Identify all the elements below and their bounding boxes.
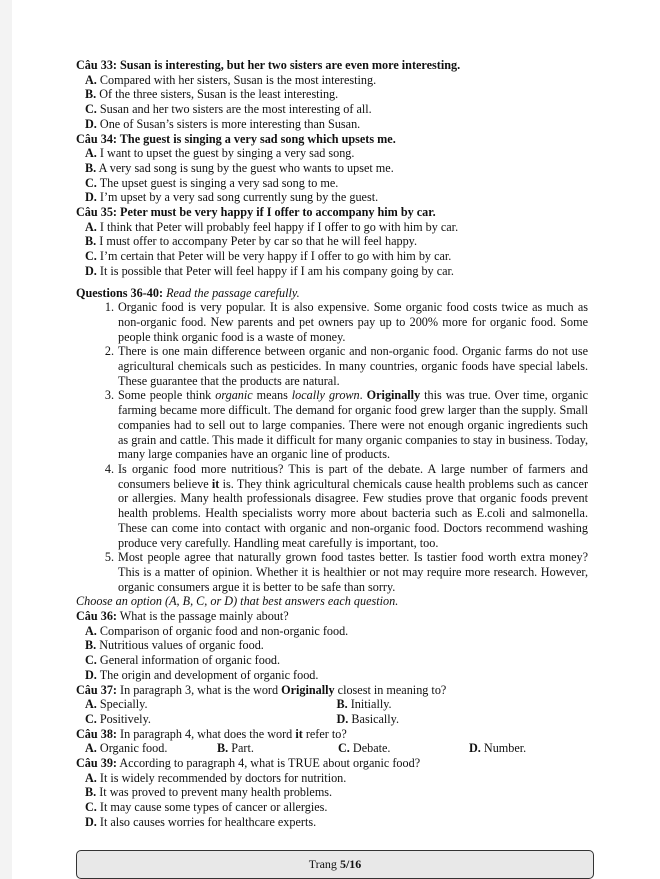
- bold-term: Originally: [366, 388, 421, 403]
- question-text: Susan is interesting, but her two sisters are even more interesting.: [120, 58, 461, 72]
- choose-instruction: [76, 594, 588, 609]
- option-letter: C.: [85, 711, 97, 726]
- option-c: [76, 249, 588, 264]
- question-stem: [76, 683, 588, 698]
- bold-term: it: [295, 726, 303, 741]
- paragraph-number: 3.: [104, 388, 114, 403]
- question-text: The guest is singing a very sad song which upsets me.: [119, 131, 396, 146]
- question-stem: [76, 58, 588, 73]
- option-text: It also causes worries for healthcare experts.: [99, 814, 317, 829]
- option-b: [76, 161, 588, 176]
- options-row: [76, 697, 588, 712]
- option-text: It was proved to prevent many health problems.: [99, 785, 333, 800]
- option-d: [337, 712, 589, 727]
- option-a: [76, 73, 588, 88]
- option-d: [469, 741, 526, 756]
- option-text: One of Susan’s sisters is more interesting than Susan.: [99, 116, 361, 131]
- question-stem: [76, 205, 588, 220]
- paragraph-3: [76, 388, 588, 462]
- question-stem: [76, 132, 588, 147]
- option-letter: C.: [85, 175, 97, 190]
- option-d: [76, 668, 588, 683]
- option-letter: C.: [85, 800, 97, 815]
- option-b: [337, 697, 589, 712]
- option-text: Part.: [231, 741, 254, 756]
- question-39: [76, 756, 588, 830]
- option-text: The origin and development of organic food.: [99, 667, 319, 682]
- paragraph-text: Organic food is very popular. It is also expensive. Some organic food costs twice as much as non-organic food. New parents and pet owners pay up to 200% more for organic food. Some people think organic food is a waste of money.: [118, 300, 588, 344]
- option-text: It is possible that Peter will feel happy if I am his company going by car.: [99, 263, 454, 278]
- option-c: [76, 102, 588, 117]
- question-33: [76, 58, 588, 132]
- option-c: [338, 741, 469, 756]
- question-label: Câu 37:: [76, 682, 117, 697]
- option-text: I’m upset by a very sad song currently sung by the guest.: [99, 190, 379, 205]
- paragraph-number: 2.: [104, 344, 114, 359]
- question-stem: [76, 609, 588, 624]
- option-d: [76, 264, 588, 279]
- option-text: I’m certain that Peter will be very happy if I offer to go with him by car.: [99, 249, 452, 264]
- option-letter: B.: [85, 87, 97, 102]
- option-letter: A.: [85, 219, 97, 234]
- bold-term: Originally: [281, 682, 335, 697]
- paragraph-2: [76, 344, 588, 388]
- option-letter: B.: [217, 741, 229, 756]
- page-number: 5/16: [339, 857, 362, 871]
- option-text: Basically.: [351, 711, 400, 726]
- option-letter: B.: [85, 785, 97, 800]
- option-text: Compared with her sisters, Susan is the most interesting.: [99, 72, 377, 87]
- option-text: Organic food.: [99, 741, 168, 756]
- option-c: [76, 800, 588, 815]
- option-letter: D.: [85, 190, 97, 205]
- text-run: this was true. Over time, organic farming became more difficult. The demand for organic food grew larger than the supply. Small companies had to sell out to large companies. There were not enough organic ingredients such as grain and cattle. This made it difficult for many organic companies to stay in business. Today, many large companies have an organic line of products.: [118, 388, 588, 462]
- paragraph-5: [76, 550, 588, 594]
- option-letter: C.: [85, 249, 97, 264]
- section-heading: [76, 286, 588, 301]
- question-text: Peter must be very happy if I offer to accompany him by car.: [120, 205, 436, 220]
- option-letter: B.: [85, 160, 97, 175]
- option-letter: C.: [85, 653, 97, 668]
- option-a: [76, 220, 588, 235]
- question-34: [76, 132, 588, 206]
- paragraph-text: [118, 462, 588, 550]
- option-letter: C.: [338, 741, 350, 756]
- question-label: Câu 33:: [76, 58, 117, 72]
- option-b: [76, 785, 588, 800]
- option-d: [76, 815, 588, 830]
- option-text: Specially.: [99, 697, 148, 712]
- option-a: [76, 771, 588, 786]
- page-footer: [76, 850, 594, 879]
- paragraph-1: [76, 300, 588, 344]
- option-letter: C.: [85, 102, 97, 117]
- question-35: [76, 205, 588, 279]
- option-c: [85, 712, 337, 727]
- question-text: According to paragraph 4, what is TRUE about organic food?: [119, 756, 421, 771]
- question-stem: [76, 756, 588, 771]
- option-letter: D.: [85, 814, 97, 829]
- question-stem: [76, 727, 588, 742]
- option-a: [85, 741, 217, 756]
- option-letter: B.: [85, 638, 97, 653]
- option-text: Nutritious values of organic food.: [99, 638, 264, 653]
- page-prefix: Trang: [308, 857, 340, 871]
- option-letter: D.: [85, 116, 97, 131]
- question-text: What is the passage mainly about?: [119, 609, 289, 624]
- paragraph-number: 4.: [104, 461, 114, 476]
- option-a: [85, 697, 337, 712]
- instruction-text: Choose an option (A, B, C, or D) that best answers each question.: [76, 594, 399, 609]
- option-b: [76, 234, 588, 249]
- question-text: In paragraph 4, what does the word: [120, 726, 296, 741]
- bold-term: it: [211, 476, 220, 491]
- option-text: Susan and her two sisters are the most interesting of all.: [99, 102, 372, 117]
- text-run: Is organic food more nutritious? This is part of the debate. A large number of farmers and consumers believe: [118, 461, 588, 491]
- text-run: Some people think: [118, 388, 216, 403]
- reading-passage: [76, 300, 588, 594]
- option-text: I think that Peter will probably feel happy if I offer to go with him by car.: [99, 219, 459, 234]
- option-letter: D.: [85, 263, 97, 278]
- question-label: Câu 35:: [76, 205, 117, 220]
- option-text: It may cause some types of cancer or allergies.: [99, 800, 328, 815]
- option-letter: B.: [336, 697, 348, 712]
- option-text: I want to upset the guest by singing a very sad song.: [99, 146, 355, 161]
- option-text: The upset guest is singing a very sad song to me.: [99, 175, 339, 190]
- question-label: Câu 34:: [76, 131, 117, 146]
- options-row: [76, 741, 588, 756]
- question-text: closest in meaning to?: [334, 682, 447, 697]
- option-letter: D.: [336, 711, 349, 726]
- option-letter: B.: [85, 234, 97, 249]
- paragraph-text: Most people agree that naturally grown food tastes better. Is tastier food worth extra money? This is a matter of opinion. Whether it is healthier or not may require more research. However, organic consumers argue it is better to be safe than sorry.: [118, 550, 588, 594]
- option-a: [76, 146, 588, 161]
- question-text: In paragraph 3, what is the word: [120, 682, 282, 697]
- text-run: means: [252, 388, 292, 403]
- option-letter: A.: [85, 72, 97, 87]
- option-letter: A.: [85, 623, 97, 638]
- option-b: [76, 87, 588, 102]
- paragraph-text: [118, 388, 588, 462]
- option-d: [76, 190, 588, 205]
- question-label: Câu 36:: [76, 609, 117, 624]
- option-text: Initially.: [350, 697, 392, 712]
- option-d: [76, 117, 588, 132]
- paragraph-number: 5.: [104, 550, 114, 565]
- option-text: Of the three sisters, Susan is the least interesting.: [99, 87, 339, 102]
- option-text: Positively.: [99, 711, 151, 726]
- paragraph-4: [76, 462, 588, 550]
- option-a: [76, 624, 588, 639]
- option-text: Number.: [483, 741, 527, 756]
- option-c: [76, 653, 588, 668]
- paragraph-number: 1.: [104, 300, 114, 315]
- option-letter: A.: [85, 146, 97, 161]
- option-text: General information of organic food.: [99, 653, 281, 668]
- option-text: Debate.: [352, 741, 391, 756]
- question-36: [76, 609, 588, 683]
- option-text: A very sad song is sung by the guest who wants to upset me.: [98, 160, 394, 175]
- option-text: It is widely recommended by doctors for nutrition.: [99, 770, 347, 785]
- section-label: Questions 36-40:: [76, 285, 164, 300]
- option-letter: A.: [85, 697, 97, 712]
- option-letter: D.: [85, 667, 97, 682]
- question-37: [76, 683, 588, 727]
- option-text: Comparison of organic food and non-organic food.: [99, 623, 349, 638]
- italic-term: locally grown: [291, 388, 360, 403]
- question-38: [76, 727, 588, 756]
- option-text: I must offer to accompany Peter by car so that he will feel happy.: [99, 234, 418, 249]
- option-letter: D.: [469, 741, 481, 756]
- text-run: .: [359, 388, 367, 403]
- paragraph-text: There is one main difference between organic and non-organic food. Organic farms do not use agricultural chemicals such as pesticides. In many countries, organic foods have special labels. These guarantee that the products are natural.: [118, 344, 588, 388]
- section-instruction: Read the passage carefully.: [166, 285, 300, 300]
- question-text: refer to?: [302, 726, 347, 741]
- question-label: Câu 38:: [76, 726, 117, 741]
- italic-term: organic: [215, 388, 253, 403]
- option-b: [76, 638, 588, 653]
- option-letter: A.: [85, 770, 97, 785]
- option-letter: A.: [85, 741, 97, 756]
- option-c: [76, 176, 588, 191]
- option-b: [217, 741, 338, 756]
- exam-content: [76, 58, 588, 830]
- question-label: Câu 39:: [76, 756, 117, 771]
- options-row: [76, 712, 588, 727]
- text-run: is. They think agricultural chemicals cause health problems such as cancer or allergies. Many health professionals disagree. Few studies prove that organic foods prevent health problems. Health specialists worry more about bacteria such as E.coli and salmonella. These can come into contact with organic and non-organic food. Doctors recommend washing produce very carefully. Handling meat carefully is important, too.: [118, 476, 589, 550]
